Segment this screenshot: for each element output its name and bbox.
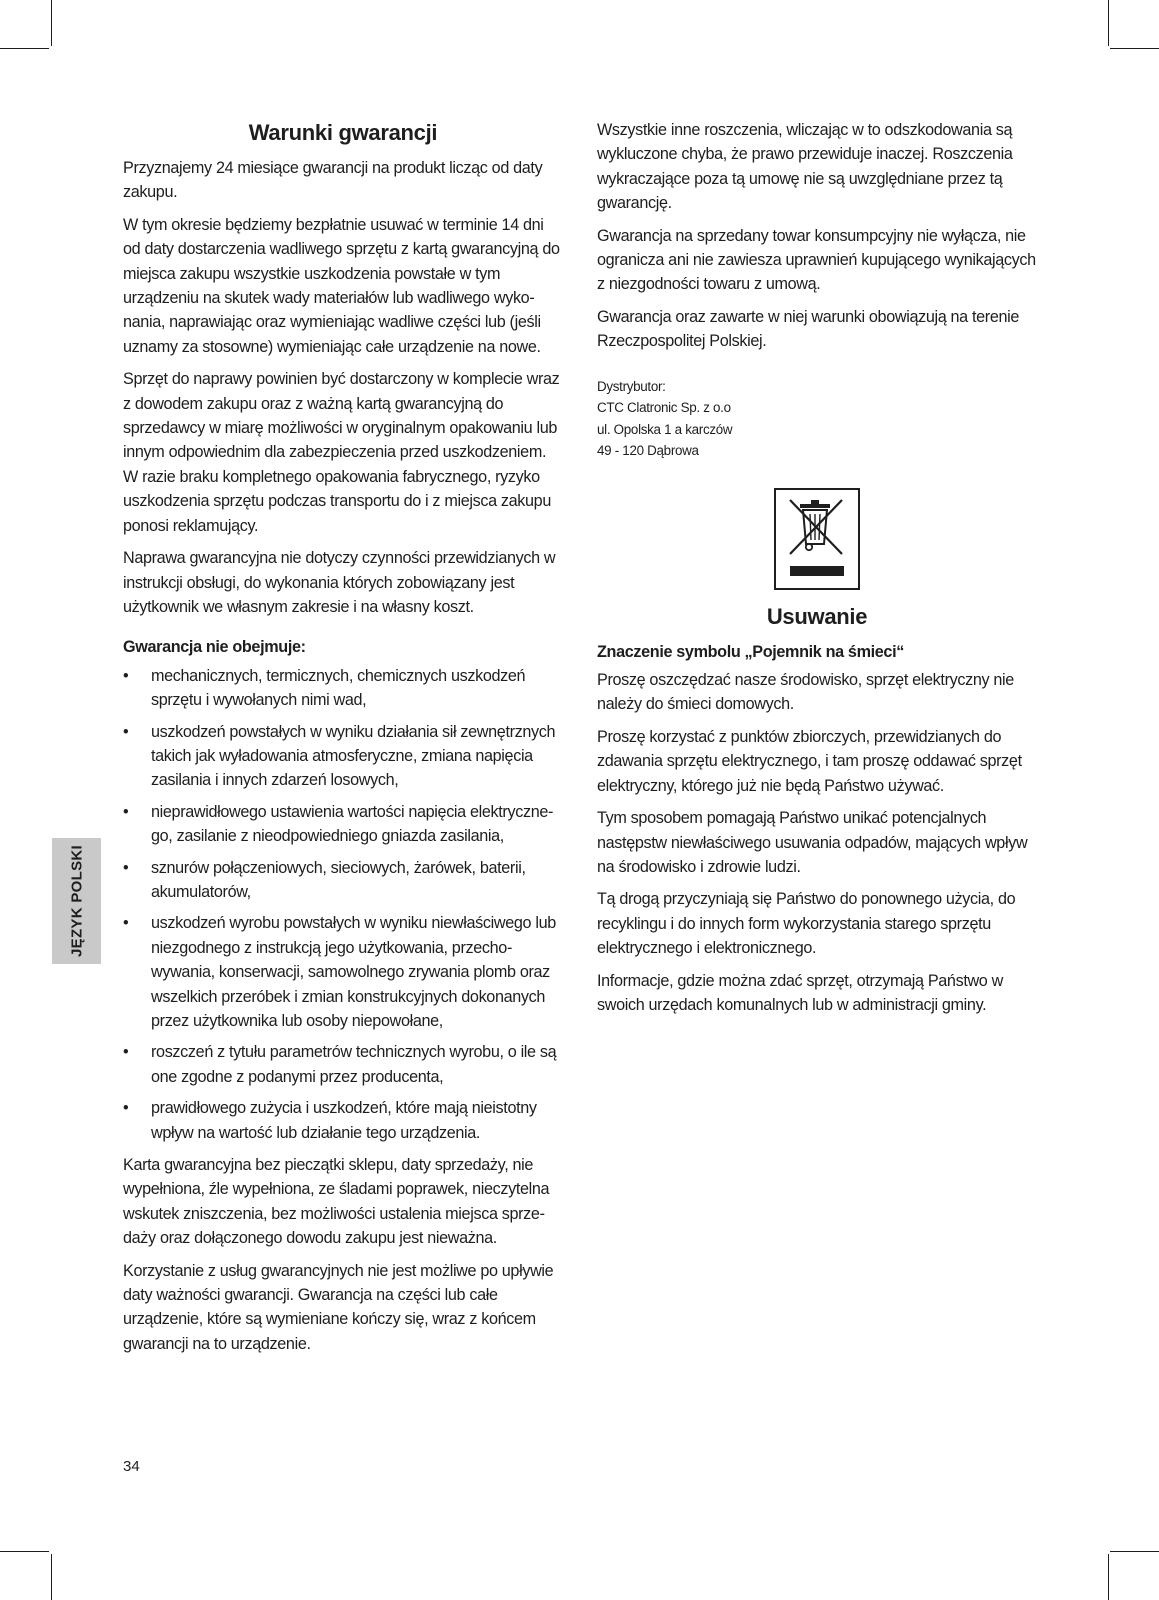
exclusions-heading: Gwarancja nie obejmuje:: [123, 638, 306, 657]
warranty-column: [123, 118, 563, 1364]
bullet-icon: •: [123, 722, 129, 741]
crop-mark: [1110, 48, 1159, 49]
bullet-icon: •: [123, 858, 129, 877]
crop-mark: [0, 1551, 49, 1552]
bullet-icon: •: [123, 914, 129, 933]
list-item-text: nieprawidłowego ustawienia wartości napięcia elektrycznego, zasilanie z nieodpowiedniego gniazda zasilania,: [151, 802, 554, 846]
crop-mark: [51, 0, 52, 46]
crop-mark: [1108, 1554, 1109, 1600]
distributor-line: ul. Opolska 1 a karczów: [597, 421, 733, 437]
list-item-text: sznurów połączeniowych, sieciowych, żarówek, baterii, akumulatorów,: [151, 858, 526, 901]
crop-mark: [1110, 1551, 1159, 1552]
exclusions-list: [123, 664, 563, 1145]
list-item-text: mechanicznych, termicznych, chemicznych uszkodzeń sprzętu i wywołanych nimi wad,: [151, 666, 526, 710]
distributor-line: Dystrybutor:: [597, 378, 666, 394]
disposal-title: Usuwanie: [766, 603, 868, 629]
crop-mark: [51, 1554, 52, 1600]
closing-paragraph: Karta gwarancyjna bez pieczątki sklepu, daty sprzedaży, nie wypełniona, źle wypełniona, ze śladami poprawek, nieczytelna wskutek zniszczenia, bez możliwości ustalenia miejsca sprzedaży oraz dołączonego dowodu zakupu jest nieważna.: [123, 1156, 550, 1248]
language-tab-label: JĘZYK POLSKI: [68, 845, 85, 957]
crop-mark: [1108, 0, 1109, 46]
distributor-line: 49 - 120 Dąbrowa: [597, 443, 699, 459]
list-item: [123, 1040, 563, 1089]
disposal-paragraph: Informacje, gdzie można zdać sprzęt, otrzymają Państwo w swoich urzędach komunalnych lub w administracji gminy.: [597, 971, 1003, 1014]
disposal-paragraph: Tym sposobem pomagają Państwo unikać potencjalnych następstw niewłaściwego usuwania odpadów, mających wpływ na środowisko i zdrowie ludzi.: [597, 809, 1028, 876]
list-item: [123, 800, 563, 849]
list-item-text: uszkodzeń wyrobu powstałych w wyniku niewłaściwego lub niezgodnego z instrukcją jego użytkowania, przechowywania, konserwacji, samowolnego zrywania plomb oraz wszelkich przeróbek i zmian konstrukcyjnych dokonanych przez użytkownika lub osoby niepowołane,: [151, 914, 556, 1030]
list-item: [123, 856, 563, 905]
warranty-title: Warunki gwarancji: [248, 120, 438, 145]
bullet-icon: •: [123, 1099, 129, 1118]
disposal-paragraph: Proszę korzystać z punktów zbiorczych, przewidzianych do zdawania sprzętu elektrycznego, i tam proszę oddawać sprzęt elektryczny, którego już nie będą Państwo używać.: [597, 727, 1022, 795]
claims-paragraph: Gwarancja oraz zawarte w niej warunki obowiązują na terenie Rzeczpospolitej Polskiej.: [597, 307, 1020, 351]
list-item: [123, 720, 563, 793]
disposal-paragraph: Tą drogą przyczyniają się Państwo do ponownego użycia, do recyklingu i do innych form wykorzystania starego sprzętu elektrycznego i elektronicznego.: [597, 890, 1016, 958]
list-item: [123, 664, 563, 713]
page-number: 34: [123, 1458, 140, 1475]
claims-paragraph: Gwarancja na sprzedany towar konsumpcyjny nie wyłącza, nie ogranicza ani nie zawiesza uprawnień kupującego wynikających z niezgodności towaru z umową.: [597, 226, 1036, 294]
disposal-column: [597, 118, 1037, 1025]
list-item: [123, 911, 563, 1033]
warranty-paragraph: W tym okresie będziemy bezpłatnie usuwać w terminie 14 dni od daty dostarczenia wadliwego sprzętu z kartą gwarancyjną do miejsca zakupu wszystkie uszkodzenia powstałe w tym urządzeniu na skutek wady materiałów lub wadliwego wykonania, naprawiając oraz wymieniając wadliwe części lub (jeśli uznamy za stosowne) wymieniając całe urządzenie na nowe.: [123, 215, 560, 356]
bullet-icon: •: [123, 1043, 129, 1062]
bullet-icon: •: [123, 802, 129, 821]
closing-paragraph: Korzystanie z usług gwarancyjnych nie jest możliwe po upływie daty ważności gwarancji. Gwarancja na części lub całe urządzenie, które są wymieniane kończy się, wraz z końcem gwarancji na to urządzenie.: [123, 1261, 554, 1353]
bullet-icon: •: [123, 666, 129, 685]
distributor-line: CTC Clatronic Sp. z o.o: [597, 400, 731, 416]
language-tab: [52, 838, 101, 964]
warranty-paragraph: Sprzęt do naprawy powinien być dostarczony w komplecie wraz z dowodem zakupu oraz z ważną kartą gwarancyjną do sprzedawcy w miarę możliwości w oryginalnym opakowaniu lub innym odpowiednim dla zabezpieczenia przed uszkodzeniem. W razie braku kompletnego opakowania fabrycznego, ryzyko uszkodzenia sprzętu podczas transportu do i z miejsca zakupu ponosi reklamujący.: [123, 370, 560, 535]
list-item-text: uszkodzeń powstałych w wyniku działania sił zewnętrznych takich jak wyładowania atmosferyczne, zmiana napięcia zasilania i innych zdarzeń losowych,: [151, 722, 556, 790]
warranty-paragraph: Naprawa gwarancyjna nie dotyczy czynności przewidzianych w instrukcji obsługi, do wykonania których zobowiązany jest użytkownik we własnym zakresie i na własny koszt.: [123, 549, 556, 616]
crossed-out-wheelie-bin-icon: [774, 488, 860, 590]
claims-paragraph: Wszystkie inne roszczenia, wliczając w to odszkodowania są wykluczone chyba, że prawo przewiduje inaczej. Roszczenia wykraczające poza tą umowę nie są uwzględniane przez tą gwarancję.: [597, 121, 1013, 213]
distributor-block: [597, 376, 1037, 462]
crop-mark: [0, 48, 49, 49]
list-item-text: roszczeń z tytułu parametrów technicznych wyrobu, o ile są one zgodne z podanymi przez producenta,: [151, 1043, 557, 1086]
disposal-paragraph: Proszę oszczędzać nasze środowisko, sprzęt elektryczny nie należy do śmieci domowych.: [597, 671, 1014, 714]
warranty-paragraph: Przyznajemy 24 miesiące gwarancji na produkt licząc od daty zakupu.: [123, 159, 543, 202]
list-item: [123, 1096, 563, 1145]
disposal-subheading: Znaczenie symbolu „Pojemnik na śmieci“: [597, 642, 904, 661]
list-item-text: prawidłowego zużycia i uszkodzeń, które mają nieistotny wpływ na wartość lub działanie tego urządzenia.: [151, 1099, 537, 1142]
